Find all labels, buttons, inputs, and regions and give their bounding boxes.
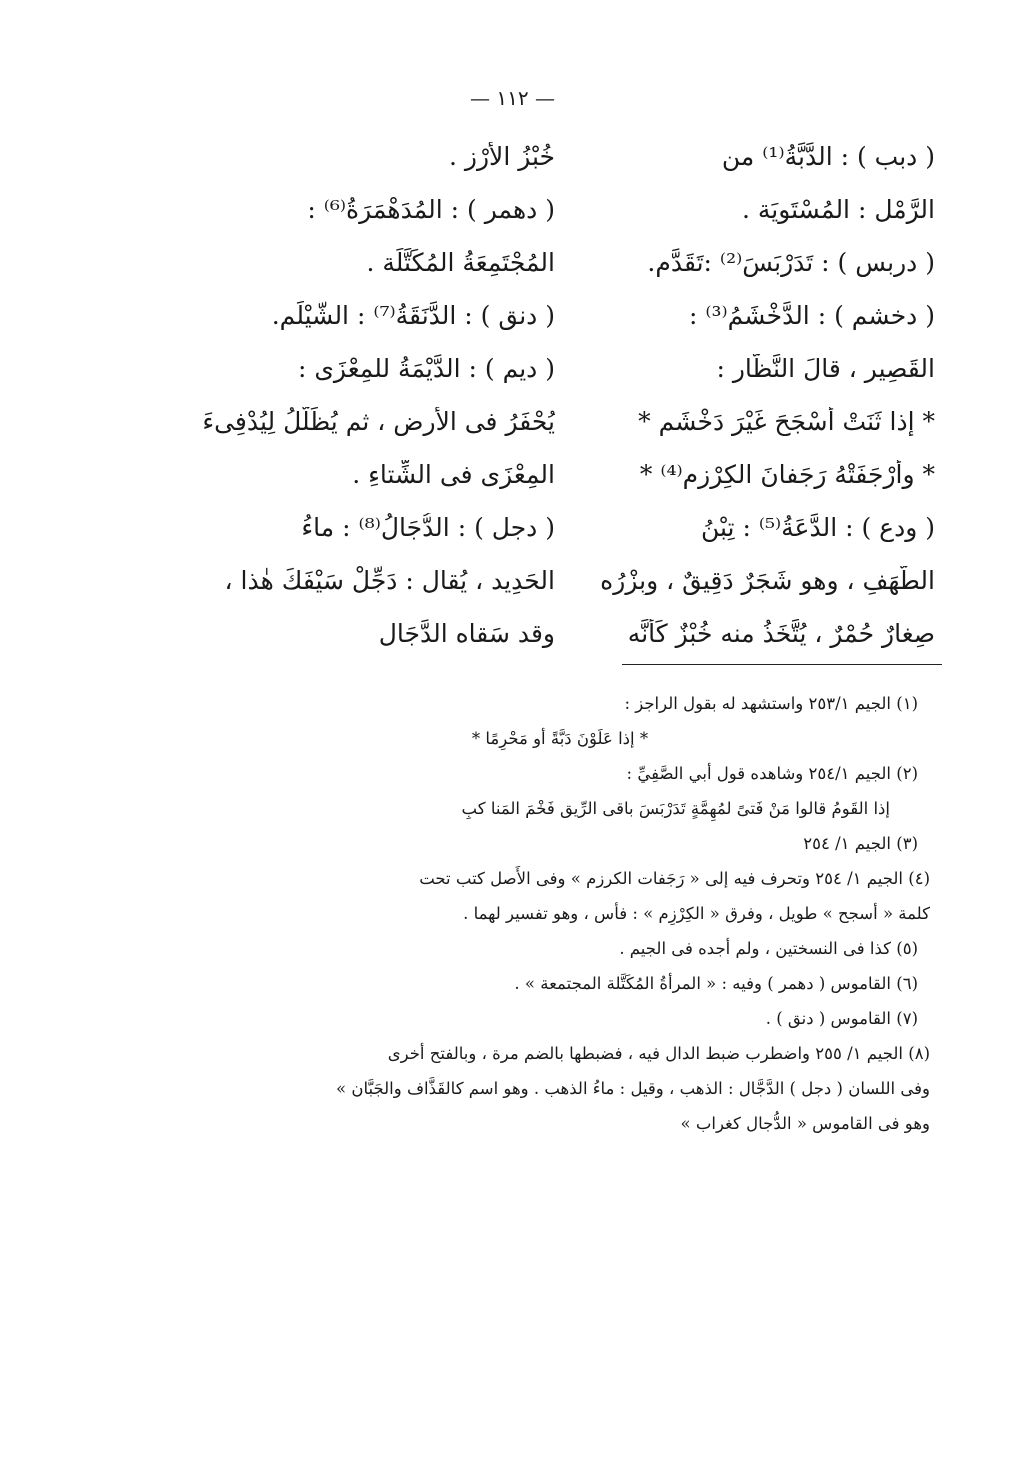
footnote-verse: * إذا عَلَوْنَ دَبَّةً أو مَحْرِمًا *	[471, 729, 649, 748]
footnote-line: (٨) الجيم ١/ ٢٥٥ واضطرب ضبط الدال فيه ، فضبطها بالضم مرة ، وبالفتح أخرى	[387, 1044, 930, 1063]
main-row	[190, 130, 935, 183]
left-column-line: المِعْزَى فى الشِّتاءِ .	[352, 460, 555, 489]
footnote-line: (٦) القاموس ( دهمر ) وفيه : « المرأةُ المُكَتَّلة المجتمعة » .	[514, 974, 918, 993]
footnote-divider	[622, 664, 942, 665]
left-column-line: المُجْتَمِعَةُ المُكَتَّلَة .	[366, 248, 555, 277]
main-row	[190, 183, 935, 236]
right-column-line: القَصِير ، قالَ النَّظَّار :	[716, 354, 935, 383]
footnote-verse: إذا القَومُ قالوا مَنْ فَتىً لمُهِمَّةٍ تَدَرْبَسَ باقى الرِّيق فَخْمَ المَنا كبِ	[461, 799, 890, 818]
footnote-line: وهو فى القاموس « الدُّجال كغراب »	[680, 1114, 930, 1133]
footnote-line: (٣) الجيم ١/ ٢٥٤	[803, 834, 918, 853]
footnote-line: (٧) القاموس ( دنق ) .	[765, 1009, 918, 1028]
right-column-line: * وأَرْجَفَتْهُ رَجَفانَ الكِرْزِمِ⁽⁴⁾ *	[639, 460, 935, 489]
footnote-line: (٤) الجيم ١/ ٢٥٤ وتحرف فيه إلى « رَجَفات الكرزم » وفى الأَصل كتب تحت	[419, 869, 930, 888]
main-row	[190, 448, 935, 501]
right-column-line: الطَّهَفِ ، وهو شَجَرٌ دَقِيقٌ ، وبِزْرُه	[600, 566, 935, 595]
left-column-line: وقد سَقاه الدَّجَال	[378, 619, 555, 648]
main-row	[190, 395, 935, 448]
left-column-line: الحَدِيد ، يُقال : دَجِّلْ سَيْفَكَ هٰذا ،	[224, 566, 555, 595]
left-column-line: ( دنق ) : الدَّنَقَةُ⁽⁷⁾ : الشَّيْلَم.	[271, 301, 555, 330]
footnote-line: (٥) كذا فى النسختين ، ولم أجده فى الجيم .	[619, 939, 918, 958]
right-column-line: ( دبب ) : الدَّبَّةُ⁽¹⁾ من	[721, 142, 935, 171]
main-row	[190, 289, 935, 342]
right-column-line: * إذا ثَنَتْ أَسْجَحَ غَيْرَ دَخْشَمِ *	[638, 407, 935, 436]
main-row	[190, 236, 935, 289]
right-column-line: ( ودع ) : الدَّعَةُ⁽⁵⁾ : تِبْنُ	[700, 513, 935, 542]
right-column-line: ( دخشم ) : الدَّخْشَمُ⁽³⁾ :	[688, 301, 935, 330]
right-column-line: صِغارٌ حُمْرٌ ، يُتَّخَذُ منه خُبْزٌ كَأَنَّه	[627, 619, 935, 648]
main-row	[190, 342, 935, 395]
footnote-line: كلمة « أسجح » طويل ، وفرق « الكِرْزِم » : فأس ، وهو تفسير لهما .	[463, 904, 930, 923]
footnote-line: (٢) الجيم ٢٥٤/١ وشاهده قول أبي الصَّفِيِّ :	[626, 764, 918, 783]
right-column-line: ( دربس ) : تَدَرْبَسَ⁽²⁾ :تَقَدَّم.	[647, 248, 935, 277]
left-column-line: ( دجل ) : الدُّجَالُ⁽⁸⁾ : ماءُ	[301, 513, 555, 542]
right-column-line: الرَّمْل : المُسْتَوِيَة .	[741, 195, 935, 224]
main-text	[190, 130, 935, 660]
main-row	[190, 554, 935, 607]
left-column-line: يُحْفَرُ فى الأَرضِ ، ثم يُظَلَّلُ لِيُدْفِىءَ	[202, 407, 555, 436]
main-row	[190, 501, 935, 554]
left-column-line: ( ديم ) : الدَّيْمَةُ للمِعْزَى :	[297, 354, 555, 383]
page-number: — ١١٢ —	[470, 86, 555, 110]
left-column-line: خُبْزُ الأُرْز .	[449, 142, 555, 171]
footnote-line: وفى اللسان ( دجل ) الدَّجَّال : الذهب ، وقيل : ماءُ الذهب . وهو اسم كالقَذَّاف والجَبَّان »	[336, 1079, 930, 1098]
left-column-line: ( دهمر ) : المُدَهْمَرَةُ⁽⁶⁾ :	[307, 195, 555, 224]
footnote-line: (١) الجيم ٢٥٣/١ واستشهد له بقول الراجز :	[624, 694, 918, 713]
footnotes	[190, 686, 930, 1141]
main-row	[190, 607, 935, 660]
